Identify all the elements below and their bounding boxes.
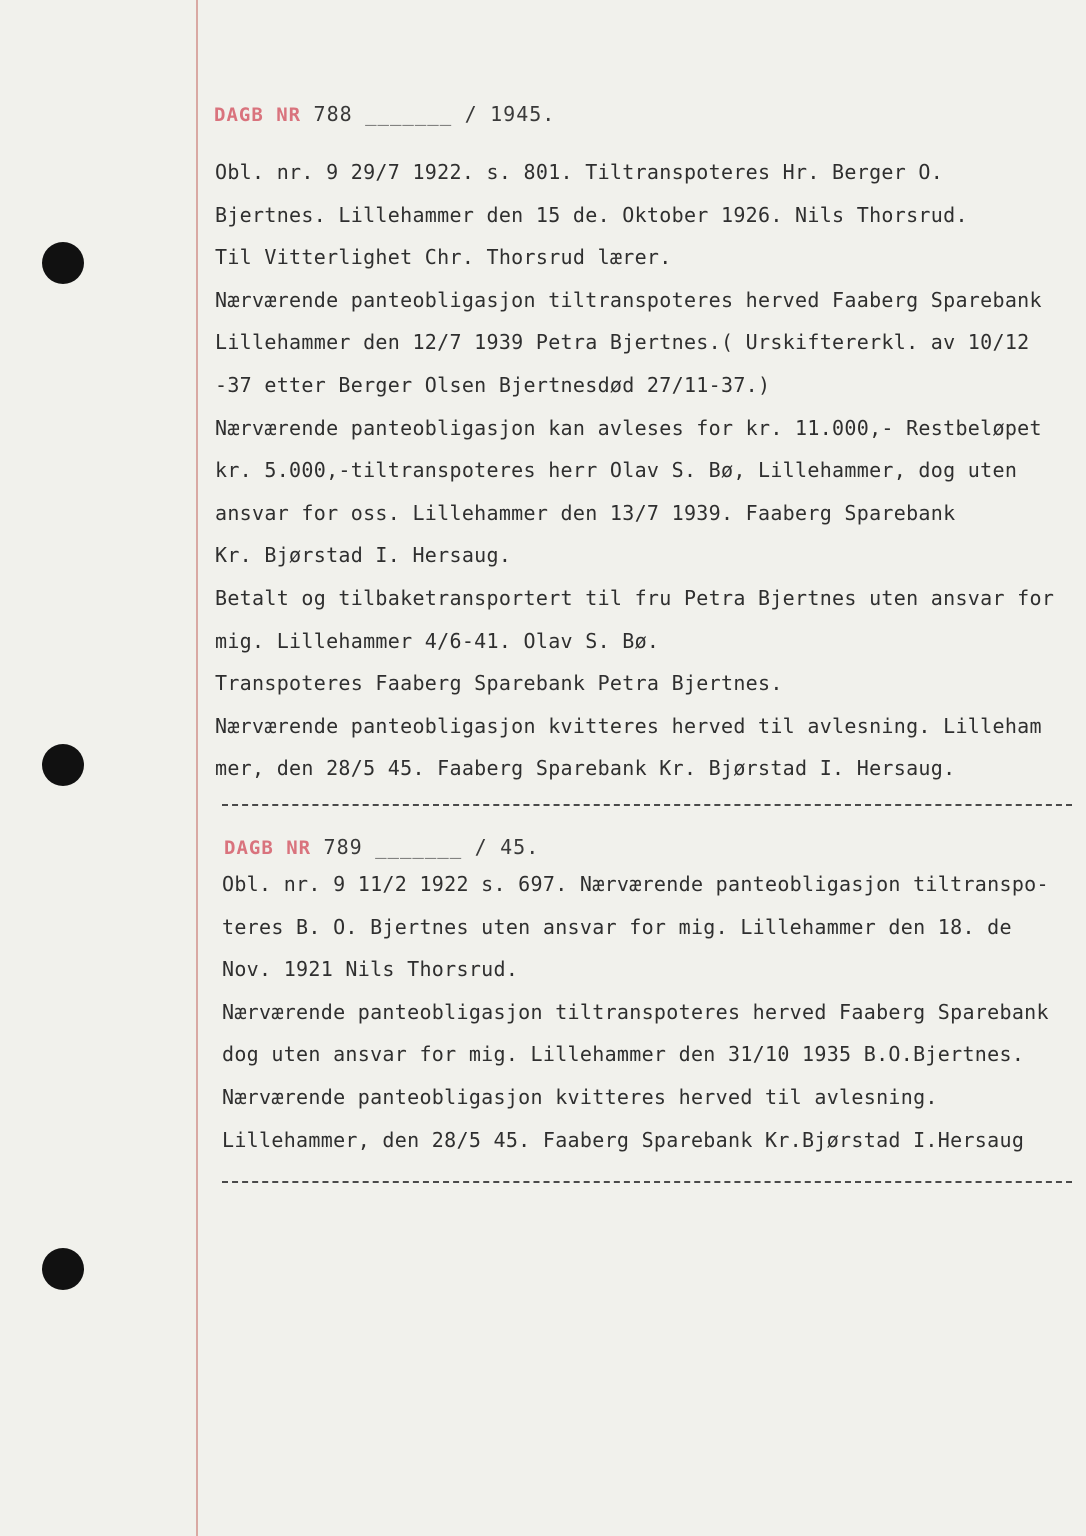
text-line: Lillehammer den 12/7 1939 Petra Bjertnes.( Urskiftererkl. av 10/12 (215, 330, 1030, 355)
text-line: mig. Lillehammer 4/6-41. Olav S. Bø. (215, 628, 660, 653)
text-line: Obl. nr. 9 29/7 1922. s. 801. Tiltranspoteres Hr. Berger O. (215, 160, 944, 184)
text-line: Til Vitterlighet Chr. Thorsrud lærer. (215, 245, 672, 270)
text-line: kr. 5.000,-tiltranspoteres herr Olav S. Bø, Lillehammer, dog uten (215, 458, 1018, 483)
entry-stamp (224, 835, 539, 859)
punch-hole (42, 242, 84, 284)
text-line: Nærværende panteobligasjon tiltranspoteres herved Faaberg Sparebank (222, 999, 1049, 1024)
punch-hole (42, 1248, 84, 1290)
text-line: -37 etter Berger Olsen Bjertnesdød 27/11-37.) (215, 373, 771, 397)
text-line: Betalt og tilbaketransportert til fru Petra Bjertnes uten ansvar for (215, 586, 1055, 610)
text-line: dog uten ansvar for mig. Lillehammer den 31/10 1935 B.O.Bjertnes. (222, 1042, 1025, 1067)
text-line: Nov. 1921 Nils Thorsrud. (222, 957, 519, 982)
text-line: Lillehammer, den 28/5 45. Faaberg Sparebank Kr.Bjørstad I.Hersaug (222, 1127, 1025, 1152)
entry-year: 1945. (490, 102, 556, 126)
text-line: Bjertnes. Lillehammer den 15 de. Oktober 1926. Nils Thorsrud. (215, 202, 968, 227)
entry-number: 788 (313, 102, 353, 126)
stamp-slash: / (464, 102, 478, 126)
text-line: Kr. Bjørstad I. Hersaug. (215, 543, 512, 568)
separator-line (222, 1181, 1072, 1183)
margin-line (196, 0, 198, 1536)
entry-number: 789 (323, 835, 363, 859)
entry-year: 45. (500, 835, 540, 859)
text-line: ansvar for oss. Lillehammer den 13/7 1939. Faaberg Sparebank (215, 500, 956, 525)
punch-hole (42, 744, 84, 786)
text-line: Obl. nr. 9 11/2 1922 s. 697. Nærværende panteobligasjon tiltranspo- (222, 872, 1049, 896)
text-line: Nærværende panteobligasjon tiltranspoteres herved Faaberg Sparebank (215, 287, 1042, 312)
text-line: Nærværende panteobligasjon kan avleses for kr. 11.000,- Restbeløpet (215, 415, 1042, 440)
stamp-fill: _______ (375, 837, 463, 859)
stamp-prefix: DAGB NR (224, 837, 312, 859)
stamp-prefix: DAGB NR (214, 104, 302, 126)
entry-stamp (214, 102, 555, 126)
text-line: teres B. O. Bjertnes uten ansvar for mig. Lillehammer den 18. de (222, 914, 1012, 939)
text-line: Nærværende panteobligasjon kvitteres herved til avlesning. (222, 1085, 938, 1109)
text-line: Nærværende panteobligasjon kvitteres herved til avlesning. Lilleham (215, 713, 1042, 738)
stamp-slash: / (474, 835, 488, 859)
separator-line (222, 804, 1072, 806)
text-line: Transpoteres Faaberg Sparebank Petra Bjertnes. (215, 671, 783, 696)
stamp-fill: _______ (365, 104, 453, 126)
text-line: mer, den 28/5 45. Faaberg Sparebank Kr. Bjørstad I. Hersaug. (215, 756, 956, 781)
